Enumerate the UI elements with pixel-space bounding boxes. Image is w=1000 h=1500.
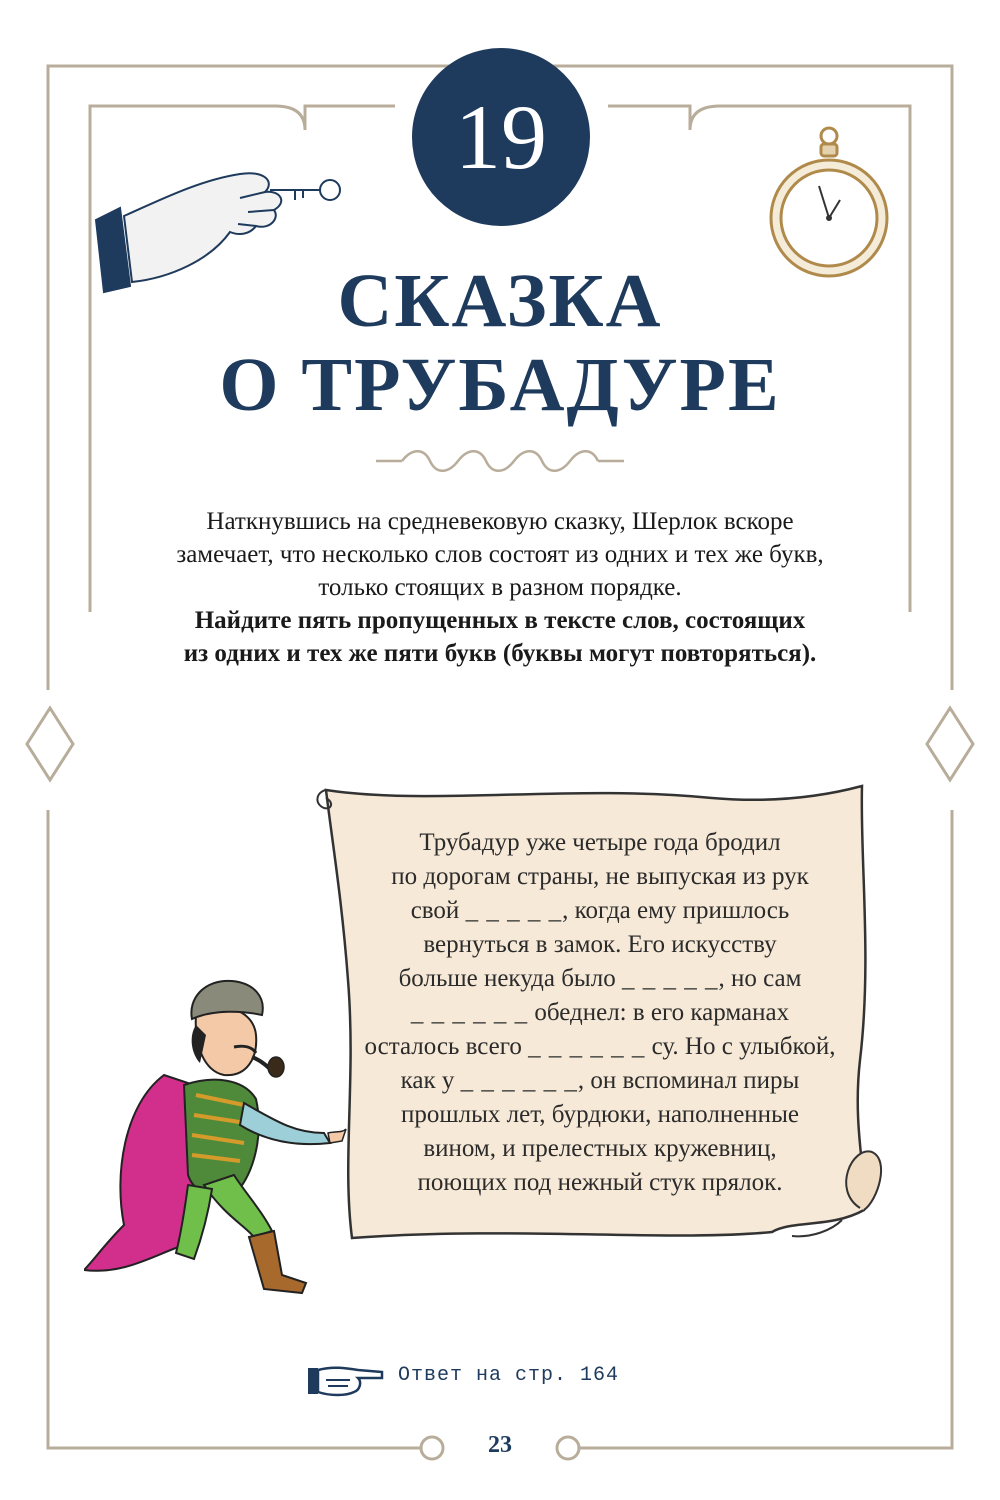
story-fragment: как у <box>400 1067 461 1094</box>
intro-text <box>100 505 900 670</box>
story-line: Трубадур уже четыре года бродил <box>419 829 781 856</box>
puzzle-number-badge <box>412 48 590 226</box>
story-line: поющих под нежный стук прялок. <box>417 1169 783 1196</box>
blank-4: _ _ _ _ _ _ <box>528 1033 646 1060</box>
diamond-ornament-icon <box>24 705 76 783</box>
intro-line: Наткнувшись на средневековую сказку, Шерлок вскоре <box>206 508 794 535</box>
blank-5: _ _ _ _ _ _ <box>460 1067 578 1094</box>
story-line: прошлых лет, бурдюки, наполненные <box>401 1101 799 1128</box>
intro-line: замечает, что несколько слов состоят из одних и тех же букв, <box>176 541 824 568</box>
intro-line: только стоящих в разном порядке. <box>318 574 682 601</box>
wave-divider-icon <box>372 446 628 476</box>
story-text <box>340 826 860 1200</box>
story-line <box>340 1030 860 1064</box>
answer-reference: Ответ на стр. 164 <box>398 1364 620 1387</box>
story-line <box>340 894 860 928</box>
story-fragment: больше некуда было <box>398 965 622 992</box>
story-fragment: , он вспоминал пиры <box>577 1067 800 1094</box>
page-title-line2: О ТРУБАДУРЕ <box>219 343 781 427</box>
task-line: из одних и тех же пяти букв (буквы могут повторяться). <box>183 640 817 667</box>
page-title-line1: СКАЗКА <box>337 259 663 343</box>
story-line: вернуться в замок. Его искусству <box>423 931 777 958</box>
story-fragment: осталось всего <box>364 1033 529 1060</box>
story-line <box>340 962 860 996</box>
story-line: по дорогам страны, не выпуская из рук <box>391 863 809 890</box>
story-fragment: свой <box>410 897 466 924</box>
pointing-hand-icon <box>306 1360 386 1400</box>
blank-3: _ _ _ _ _ _ <box>410 999 529 1026</box>
page-number: 23 <box>488 1432 512 1458</box>
story-fragment: су. Но с улыбкой, <box>645 1033 836 1060</box>
story-line <box>340 996 860 1030</box>
diamond-ornament-icon <box>924 705 976 783</box>
story-fragment: , когда ему пришлось <box>562 897 790 924</box>
story-line: вином, и прелестных кружевниц, <box>423 1135 777 1162</box>
story-fragment: обеднел: в его карманах <box>528 999 790 1026</box>
story-line <box>340 1064 860 1098</box>
blank-2: _ _ _ _ _ <box>621 965 719 992</box>
sherlock-troubadour-illustration <box>84 975 354 1295</box>
task-line: Найдите пять пропущенных в тексте слов, состоящих <box>194 607 806 634</box>
story-fragment: , но сам <box>718 965 802 992</box>
blank-1: _ _ _ _ _ <box>465 897 563 924</box>
puzzle-number: 19 <box>455 86 547 188</box>
